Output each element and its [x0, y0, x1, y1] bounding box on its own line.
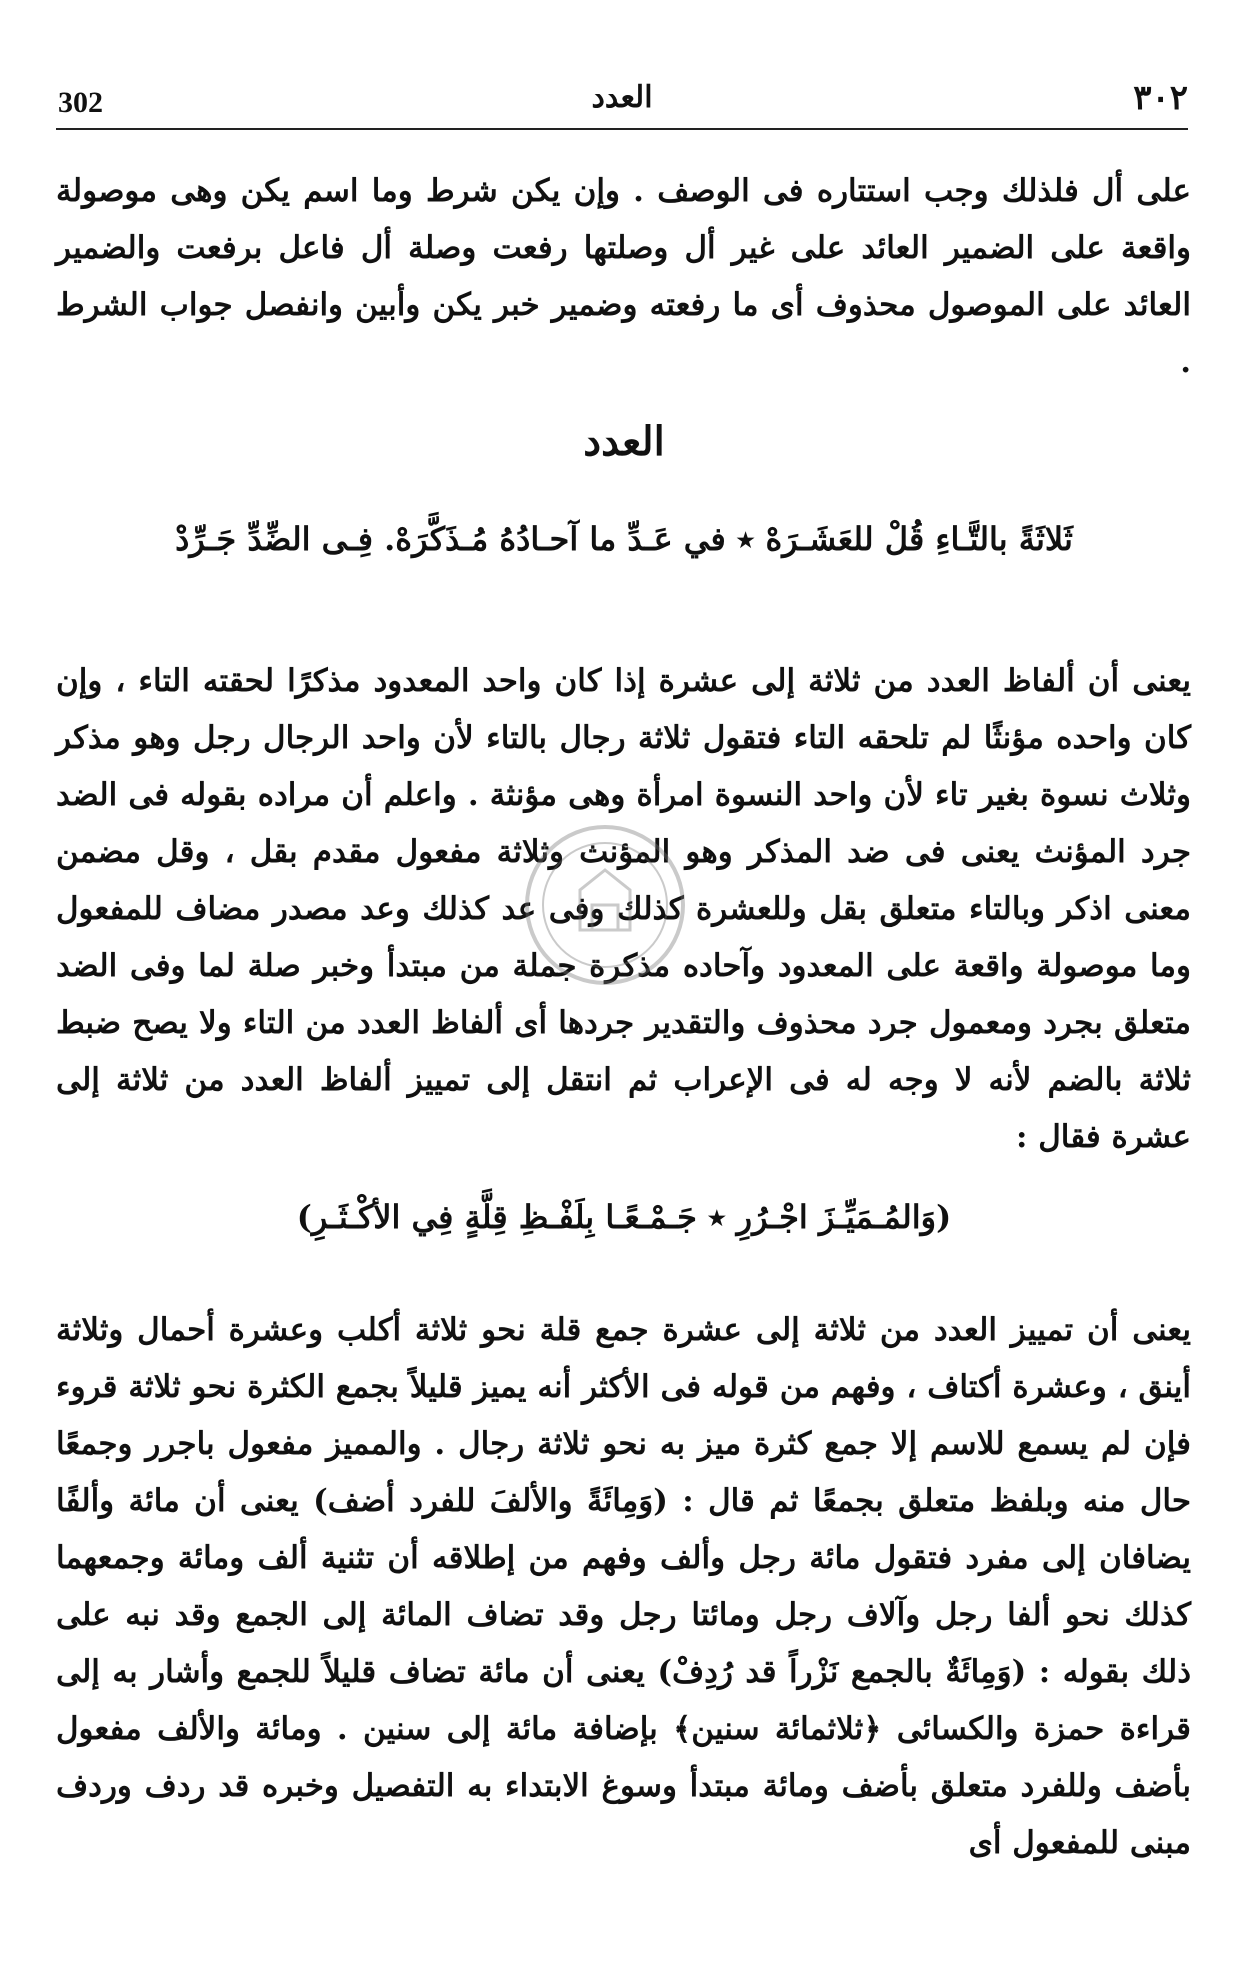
explanation-paragraph-2: يعنى أن تمييز العدد من ثلاثة إلى عشرة جمع قلة نحو ثلاثة أكلب وعشرة أحمال وثلاثة أينق ، وعشرة أكتاف ، وفهم من قوله فى الأكثر أنه يميز قليلاً بجمع الكثرة نحو ثلاثة قروء فإن لم يسمع للاسم إلا جمع كثرة ميز به نحو ثلاثة رجال . والمميز مفعول باجرر وجمعًا حال منه وبلفظ متعلق بجمعًا ثم قال : (وَمِائَةً والألفَ للفرد أضف) يعنى أن مائة وألفًا يضافان إلى مفرد فتقول مائة رجل وألف وفهم من إطلاقه أن تثنية ألف ومائة وجمعهما كذلك نحو ألفا رجل وآلاف رجل ومائتا رجل وقد تضاف المائة إلى الجمع وقد نبه على ذلك بقوله : (وَمِائَةٌ بالجمع نَزْراً قد رُدِفْ) يعنى أن مائة تضاف قليلاً للجمع وأشار به إلى قراءة حمزة والكسائى ﴿ثلاثمائة سنين﴾ بإضافة مائة إلى سنين . ومائة والألف مفعول بأضف وللفرد متعلق بأضف ومائة مبتدأ وسوغ الابتداء به التفصيل وخبره قد ردف وردف مبنى للمفعول أى — [56, 1312, 1192, 1861]
page-header — [56, 74, 1188, 130]
library-seal-watermark — [520, 820, 690, 990]
verse-line-2: (وَالمُـمَيِّـزَ اجْـرُرِ ٭ جَـمْـعًـا بِلَفْـظِ قِلَّةٍ فِي الأكْـثَـرِ) — [296, 1198, 952, 1236]
intro-paragraph: على أل فلذلك وجب استتاره فى الوصف . وإن يكن شرط وما اسم يكن وهى موصولة واقعة على الضمير العائد على غير أل وصلتها رفعت وصلة أل فاعل برفعت والضمير العائد على الموصول محذوف أى ما رفعته وضمير خبر يكن وأبين وانفصل جواب الشرط . — [56, 173, 1191, 380]
header-rule — [56, 128, 1188, 130]
running-title: العدد — [591, 80, 653, 115]
section-title: العدد — [583, 418, 665, 465]
page-number-latin: 302 — [58, 86, 103, 119]
explanation-paragraph-1: يعنى أن ألفاظ العدد من ثلاثة إلى عشرة إذا كان واحد المعدود مذكرًا لحقته التاء ، وإن كان واحده مؤنثًا لم تلحقه التاء فتقول ثلاثة رجال بالتاء لأن واحد الرجال رجل وهو مذكر وثلاث نسوة بغير تاء لأن واحد النسوة امرأة وهى مؤنثة . واعلم أن مراده بقوله فى الضد جرد المؤنث يعنى فى ضد المذكر وهو المؤنث وثلاثة مفعول مقدم بقل ، وقل مضمن معنى اذكر وبالتاء متعلق بقل وللعشرة كذلك وفى عد كذلك وعد مصدر مضاف للمفعول وما موصولة واقعة على المعدود وآحاده مذكرة جملة من مبتدأ وخبر صلة لما وفى الضد متعلق بجرد ومعمول جرد محذوف والتقدير جردها أى ألفاظ العدد من التاء ولا يصح ضبط ثلاثة بالضم لأنه لا وجه له فى الإعراب ثم انتقل إلى تمييز ألفاظ العدد من ثلاثة إلى عشرة فقال : — [56, 663, 1191, 1155]
page-number-arabic: ٣٠٢ — [1133, 78, 1188, 118]
verse-line-1: ثَلاثَةً بالتَّـاءِ قُلْ للعَشَـرَهْ ٭ في عَـدِّ ما آحـادُهُ مُـذَكَّرَهْ. فِـى الضِّدِّ جَـرِّدْ — [175, 520, 1073, 558]
